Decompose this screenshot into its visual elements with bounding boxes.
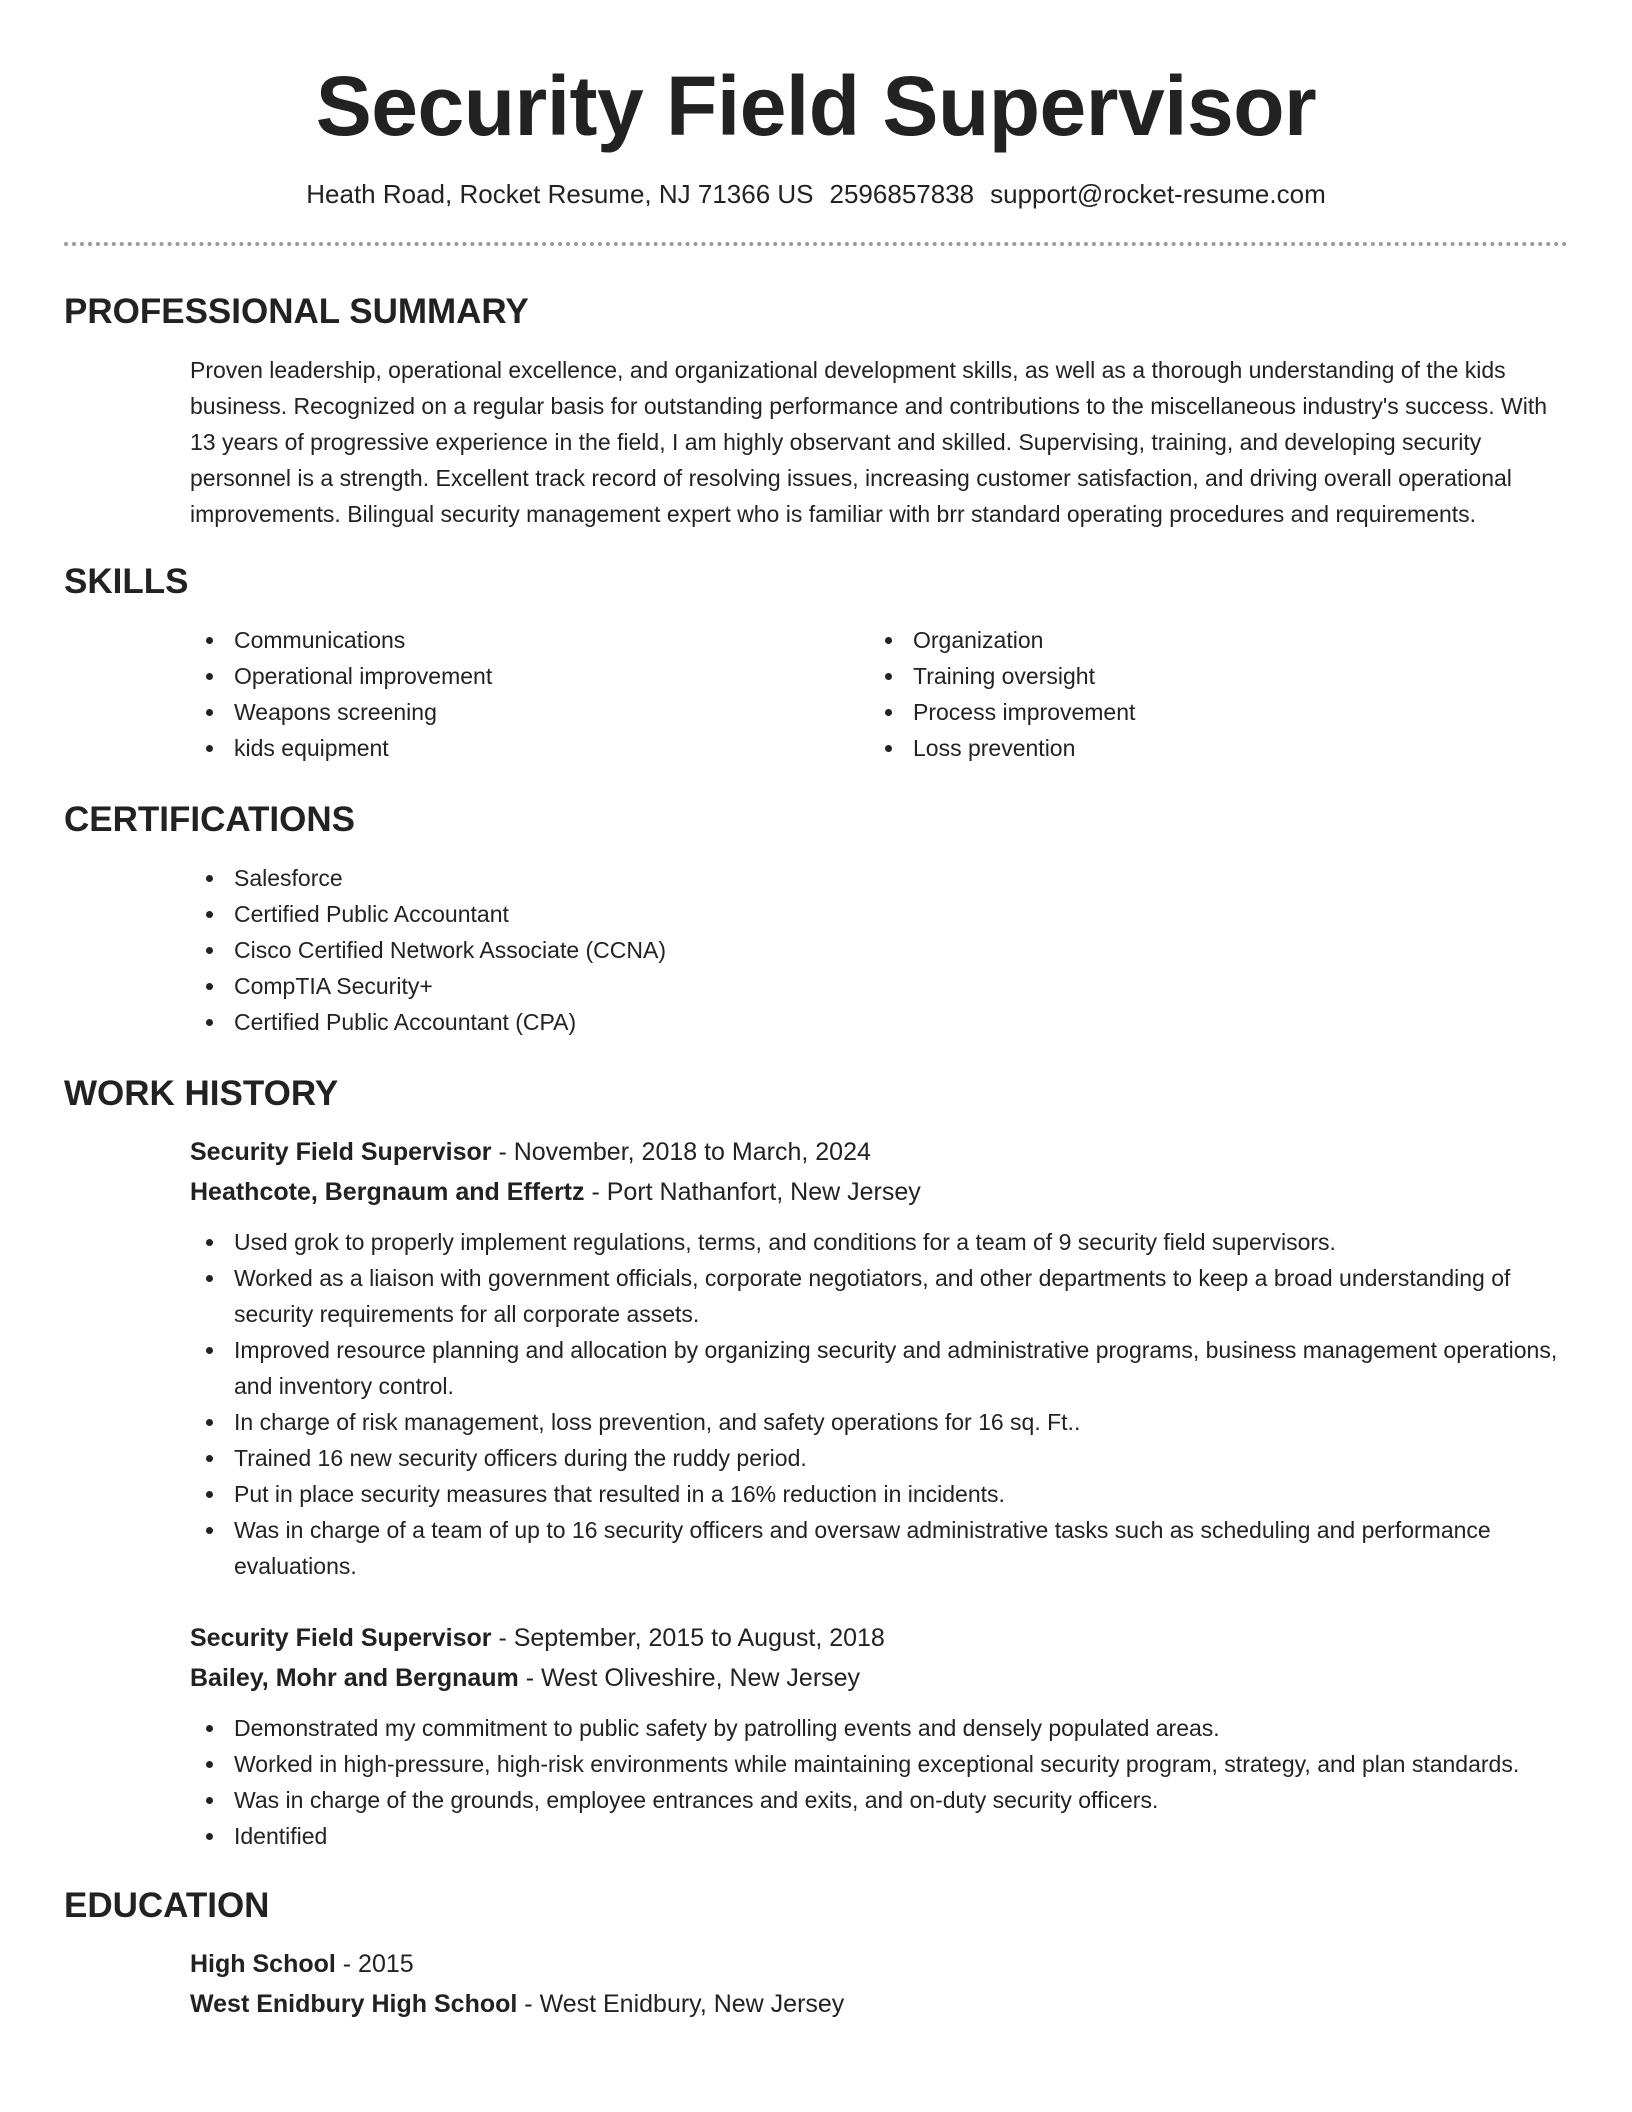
job-company: Heathcote, Bergnaum and Effertz (190, 1178, 585, 1206)
section-title-summary: PROFESSIONAL SUMMARY (64, 292, 529, 331)
certification-item: Cisco Certified Network Associate (CCNA) (190, 932, 1568, 968)
professional-summary-section (64, 290, 1568, 532)
job-role: Security Field Supervisor (190, 1624, 492, 1652)
skill-item: Loss prevention (869, 730, 1548, 766)
education-school: West Enidbury High School (190, 1990, 518, 2018)
job-company: Bailey, Mohr and Bergnaum (190, 1664, 519, 1692)
contact-line (64, 178, 1568, 210)
job-duty: In charge of risk management, loss prevention, and safety operations for 16 sq. Ft.. (190, 1404, 1568, 1440)
education-entry (190, 1944, 1568, 2024)
section-title-education: EDUCATION (64, 1886, 270, 1925)
job-duties-list (190, 1710, 1568, 1854)
job-duty: Used grok to properly implement regulations, terms, and conditions for a team of 9 security field supervisors. (190, 1224, 1568, 1260)
job-company-line (190, 1658, 1568, 1698)
separator: - (517, 1990, 540, 2018)
work-history-section (64, 1072, 1568, 1854)
contact-address: Heath Road, Rocket Resume, NJ 71366 US (306, 179, 814, 209)
education-degree-line (190, 1944, 1568, 1984)
header-divider (64, 242, 1568, 246)
separator: - (584, 1178, 607, 1206)
skills-column-left (190, 622, 869, 766)
skills-section (64, 560, 1568, 766)
certification-item: Certified Public Accountant (CPA) (190, 1004, 1568, 1040)
job-duty: Trained 16 new security officers during the ruddy period. (190, 1440, 1568, 1476)
skill-item: Weapons screening (190, 694, 869, 730)
section-title-work-history: WORK HISTORY (64, 1074, 339, 1113)
certification-item: Salesforce (190, 860, 1568, 896)
job-location: Port Nathanfort, New Jersey (606, 1178, 921, 1206)
job-duty: Put in place security measures that resulted in a 16% reduction in incidents. (190, 1476, 1568, 1512)
skill-item: Process improvement (869, 694, 1548, 730)
job-duty: Improved resource planning and allocation by organizing security and administrative programs, business management operations, and inventory control. (190, 1332, 1568, 1404)
separator: - (518, 1664, 541, 1692)
job-company-line (190, 1172, 1568, 1212)
skill-item: kids equipment (190, 730, 869, 766)
job-entry (190, 1618, 1568, 1854)
section-title-certifications: CERTIFICATIONS (64, 800, 356, 839)
job-role-line (190, 1132, 1568, 1172)
job-dates: September, 2015 to August, 2018 (513, 1624, 885, 1652)
contact-phone: 2596857838 (829, 179, 975, 209)
certification-item: CompTIA Security+ (190, 968, 1568, 1004)
job-role: Security Field Supervisor (190, 1138, 492, 1166)
separator: - (491, 1138, 514, 1166)
skills-grid (190, 622, 1568, 766)
education-year: 2015 (358, 1950, 414, 1978)
certifications-section (64, 798, 1568, 1040)
skill-item: Training oversight (869, 658, 1548, 694)
separator: - (491, 1624, 514, 1652)
contact-email: support@rocket-resume.com (990, 179, 1326, 209)
candidate-name: Security Field Supervisor (315, 59, 1317, 153)
job-dates: November, 2018 to March, 2024 (513, 1138, 871, 1166)
education-degree: High School (190, 1950, 336, 1978)
education-location: West Enidbury, New Jersey (539, 1990, 845, 2018)
skill-item: Communications (190, 622, 869, 658)
job-duty: Was in charge of a team of up to 16 security officers and oversaw administrative tasks such as scheduling and performance evaluations. (190, 1512, 1568, 1584)
certification-item: Certified Public Accountant (190, 896, 1568, 932)
summary-text: Proven leadership, operational excellence, and organizational development skills, as well as a thorough understanding of the kids business. Recognized on a regular basis for outstanding performance and contributions to the miscellaneous industry's success. With 13 years of progressive experience in the field, I am highly observant and skilled. Supervising, training, and developing security personnel is a strength. Excellent track record of resolving issues, increasing customer satisfaction, and driving overall operational improvements. Bilingual security management expert who is familiar with brr standard operating procedures and requirements. (190, 357, 1547, 527)
skill-item: Operational improvement (190, 658, 869, 694)
job-duty: Worked as a liaison with government officials, corporate negotiators, and other departments to keep a broad understanding of security requirements for all corporate assets. (190, 1260, 1568, 1332)
resume-page (64, 0, 1568, 2112)
separator: - (335, 1950, 359, 1978)
education-school-line (190, 1984, 1568, 2024)
skills-column-right (869, 622, 1548, 766)
job-entry (190, 1132, 1568, 1584)
section-title-skills: SKILLS (64, 562, 189, 601)
certifications-list (190, 860, 1568, 1040)
job-location: West Oliveshire, New Jersey (540, 1664, 861, 1692)
education-section (64, 1884, 1568, 2024)
job-duties-list (190, 1224, 1568, 1584)
job-duty: Was in charge of the grounds, employee entrances and exits, and on-duty security officers. (190, 1782, 1568, 1818)
job-duty: Demonstrated my commitment to public safety by patrolling events and densely populated areas. (190, 1710, 1568, 1746)
skill-item: Organization (869, 622, 1548, 658)
job-duty: Worked in high-pressure, high-risk environments while maintaining exceptional security program, strategy, and plan standards. (190, 1746, 1568, 1782)
job-role-line (190, 1618, 1568, 1658)
job-duty: Identified (190, 1818, 1568, 1854)
